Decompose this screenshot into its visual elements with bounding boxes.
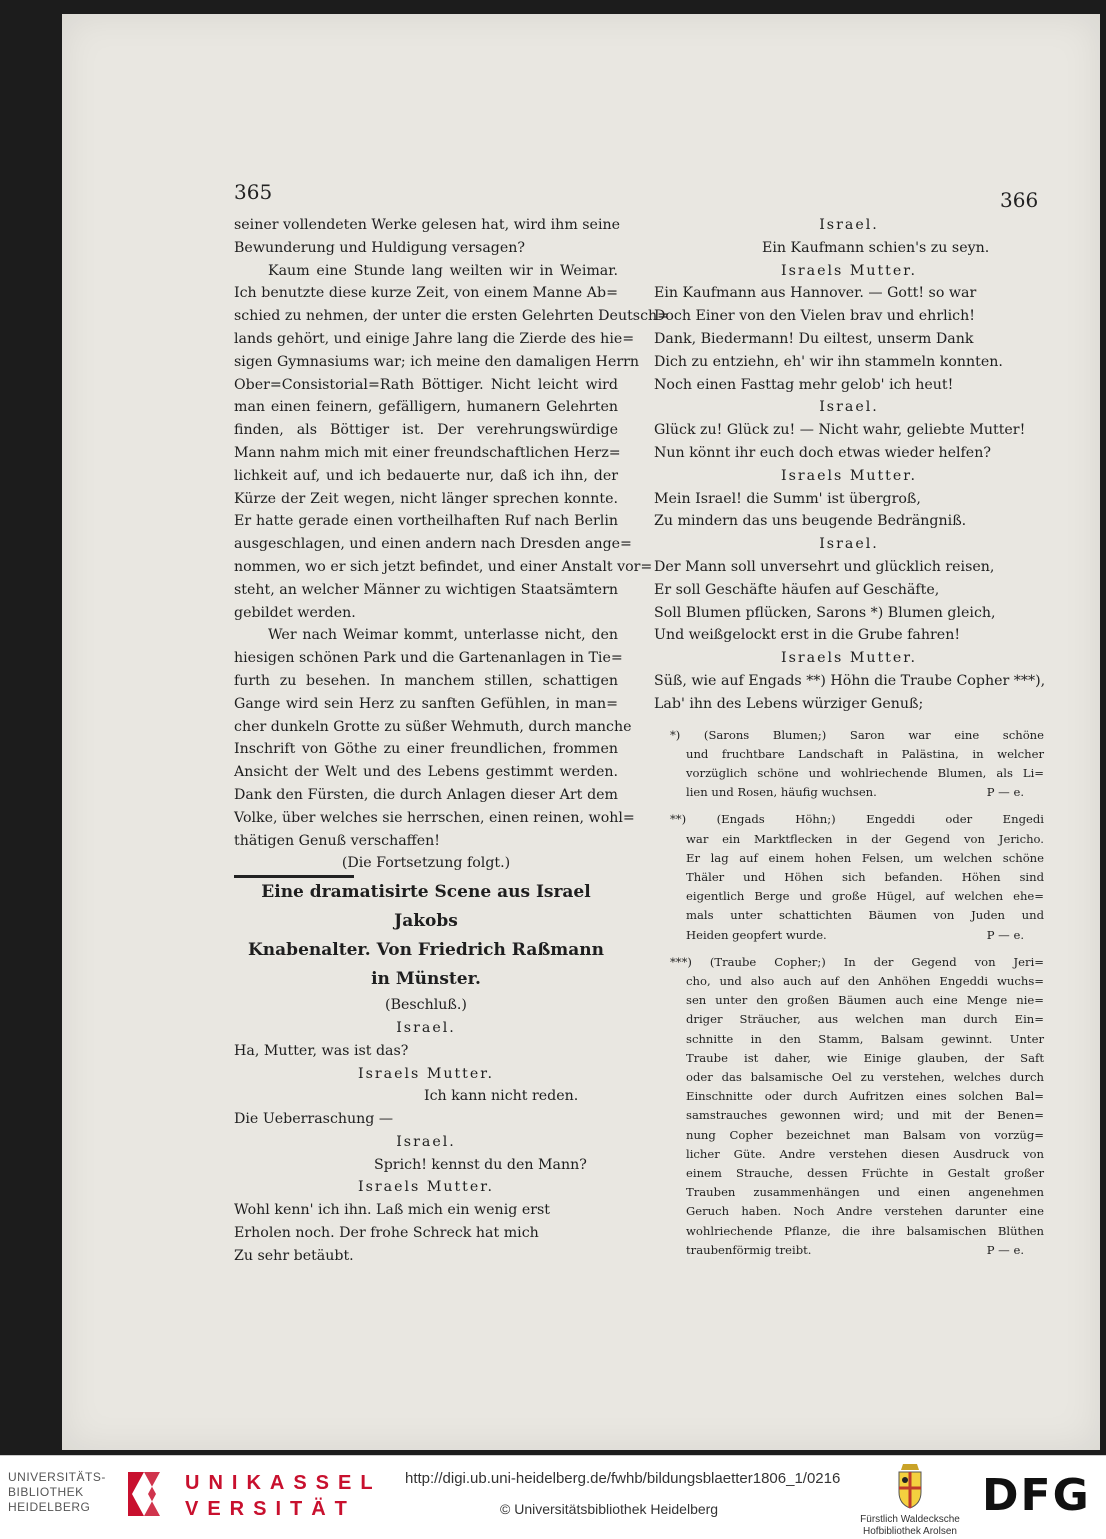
verse-line: Der Mann soll unversehrt und glücklich reisen, [654, 558, 995, 575]
speaker-name: Israels Mutter. [780, 650, 918, 667]
text-line: nommen, wo er sich jetzt befindet, und einer Anstalt vor= [234, 558, 653, 575]
footnote-line: Er lag auf einem hohen Felsen, um welchen schöne [686, 850, 1044, 865]
footnote-line: und fruchtbare Landschaft in Palästina, in welcher [686, 746, 1044, 761]
verse-line: Noch einen Fasttag mehr gelob' ich heut! [654, 376, 954, 393]
footnote-line: wohlriechende Pflanze, die ihre balsamischen Blüthen [686, 1223, 1044, 1238]
verse-line: Sprich! kennst du den Mann? [374, 1156, 587, 1173]
text-line: Bewunderung und Huldigung versagen? [234, 239, 526, 256]
verse-line: Zu sehr betäubt. [234, 1247, 354, 1264]
verse-line: Erholen noch. Der frohe Schreck hat mich [234, 1225, 539, 1242]
ub-red-mark-icon [124, 1468, 164, 1520]
verse-line: Doch Einer von den Vielen brav und ehrlich! [654, 308, 975, 325]
verse-line: Die Ueberraschung — [234, 1111, 394, 1128]
verse-line: Mein Israel! die Summ' ist übergroß, [654, 490, 921, 507]
footnote-line: vorzüglich schöne und wohlriechende Blumen, als Li= [686, 765, 1044, 780]
logo-text-line: BIBLIOTHEK [8, 1485, 84, 1499]
verse-line: Süß, wie auf Engads **) Höhn die Traube Copher ***), [654, 672, 1046, 689]
text-line: hiesigen schönen Park und die Gartenanlagen in Tie= [234, 650, 623, 667]
speaker-name: Israel. [396, 1019, 456, 1036]
article-title-line: in Münster. [371, 969, 481, 990]
text-line: lichkeit auf, und ich bedauerte nur, daß ich ihn, der [234, 467, 618, 484]
article-title-line: Knabenalter. Von Friedrich Raßmann [248, 940, 604, 961]
text-line: lands gehört, und einige Jahre lang die Zierde des hie= [234, 330, 635, 347]
speaker-name: Israels Mutter. [357, 1179, 495, 1196]
text-line: furth zu besehen. In manchem stillen, schattigen [234, 672, 618, 689]
footnote-signature: P — e. [986, 1242, 1024, 1257]
verse-line: Er soll Geschäfte häufen auf Geschäfte, [654, 581, 940, 598]
footnote-line [654, 1241, 1044, 1260]
footnote-line: mals unter schattichten Bäumen von Juden und [686, 908, 1044, 923]
speaker-name: Israel. [396, 1133, 456, 1150]
footnote-line: Traube ist daher, wie Einige glauben, der Saft [686, 1050, 1044, 1065]
footnote-text: Heiden geopfert wurde. [686, 927, 827, 942]
uni-kassel-logo[interactable] [185, 1470, 382, 1522]
footnote-signature: P — e. [986, 785, 1024, 800]
text-line: Gange wird sein Herz zu sanften Gefühlen, in man= [234, 695, 618, 712]
text-line: steht, an welcher Männer zu wichtigen Staatsämtern [234, 581, 618, 598]
ub-heidelberg-logo[interactable] [8, 1470, 106, 1515]
logo-text-line: UNIVERSITÄTS- [8, 1470, 106, 1484]
speaker-name: Israels Mutter. [357, 1065, 495, 1082]
text-line: Mann nahm mich mit einer freundschaftlichen Herz= [234, 444, 621, 461]
copyright-notice: © Universitätsbibliothek Heidelberg [500, 1501, 719, 1517]
verse-line: Ich kann nicht reden. [424, 1088, 579, 1105]
footnote-line: Thäler und Höhen sich befanden. Höhen sind [686, 869, 1044, 884]
text-line: Kürze der Zeit wegen, nicht länger sprechen konnte. [234, 490, 618, 507]
logo-text-line: Hofbibliothek Arolsen [863, 1526, 957, 1537]
footnote-text: traubenförmig treibt. [686, 1242, 812, 1257]
text-line: finden, als Böttiger ist. Der verehrungswürdige [234, 422, 618, 439]
footnote-line: Einschnitte oder durch Aufritzen eines solchen Bal= [686, 1089, 1044, 1104]
verse-line: Ein Kaufmann schien's zu seyn. [762, 239, 990, 256]
conclusion-note: (Beschluß.) [385, 997, 467, 1014]
footnote-line: ***) (Traube Copher;) In der Gegend von Jeri= [670, 954, 1044, 969]
verse-line: Nun könnt ihr euch doch etwas wieder helfen? [654, 444, 991, 461]
footnote-line: **) (Engads Höhn;) Engeddi oder Engedi [670, 812, 1044, 827]
verse-line: Zu mindern das uns beugende Bedrängniß. [654, 513, 967, 530]
speaker-name: Israels Mutter. [780, 467, 918, 484]
verse-line: Lab' ihn des Lebens würziger Genuß; [654, 695, 924, 712]
text-line: Ich benutzte diese kurze Zeit, von einem Manne Ab= [234, 285, 618, 302]
text-line: ausgeschlagen, und einen andern nach Dresden ange= [234, 536, 632, 553]
footnote-line: *) (Sarons Blumen;) Saron war eine schöne [670, 727, 1044, 742]
left-column [234, 214, 670, 1268]
footnote-line: nung Copher bezeichnet man Balsam von vorzüg= [686, 1127, 1044, 1142]
verse-line: Ein Kaufmann aus Hannover. — Gott! so war [654, 285, 977, 302]
footer-bar [0, 1455, 1106, 1539]
footnote-text: lien und Rosen, häufig wuchsen. [686, 785, 877, 800]
text-line: gebildet werden. [234, 604, 356, 621]
footnote-line: Geruch haben. Noch Andre verstehen darunter eine [686, 1204, 1044, 1219]
text-line: Wer nach Weimar kommt, unterlasse nicht, den [268, 627, 618, 644]
arolsen-library-logo[interactable] [852, 1514, 968, 1538]
footnote-line: licher Güte. Andre verstehen diesen Ausdruck von [686, 1146, 1044, 1161]
verse-line: Und weißgelockt erst in die Grube fahren! [654, 627, 961, 644]
logo-text-line: HEIDELBERG [8, 1500, 91, 1514]
text-line: man einen feinern, gefälligern, humanern Gelehrten [234, 399, 618, 416]
text-line: Kaum eine Stunde lang weilten wir in Weimar. [268, 262, 618, 279]
text-line: thätigen Genuß verschaffen! [234, 832, 440, 849]
text-line: Inschrift von Göthe zu einer freundlichen, frommen [234, 741, 618, 758]
permalink-url[interactable]: http://digi.ub.uni-heidelberg.de/fwhb/bildungsblaetter1806_1/0216 [405, 1470, 841, 1487]
verse-line: Wohl kenn' ich ihn. Laß mich ein wenig erst [234, 1202, 550, 1219]
footnote-line: cho, und also auch auf den Anhöhen Engeddi wuchs= [686, 973, 1044, 988]
footnote-line: sen unter den großen Bäumen auch eine Menge nie= [686, 993, 1044, 1008]
text-line: schied zu nehmen, der unter die ersten Gelehrten Deutsch= [234, 308, 670, 325]
footnote-signature: P — e. [986, 927, 1024, 942]
text-line: Ansicht der Welt und des Lebens gestimmt werden. [234, 764, 618, 781]
verse-line: Dank, Biedermann! Du eiltest, unserm Dank [654, 330, 974, 347]
footnote-line: schnitte in den Stamm, Balsam gewinnt. Unter [686, 1031, 1044, 1046]
text-line: seiner vollendeten Werke gelesen hat, wird ihm seine [234, 217, 621, 233]
text-line: sigen Gymnasiums war; ich meine den damaligen Herrn [234, 353, 640, 370]
text-line: cher dunkeln Grotte zu süßer Wehmuth, durch manche [234, 718, 632, 735]
footnote-line: war ein Marktflecken in der Gegend von Jericho. [686, 831, 1044, 846]
article-title-line: Eine dramatisirte Scene aus Israel Jakobs [261, 882, 591, 932]
logo-text-line: VERSITÄT [185, 1498, 356, 1520]
verse-line: Ha, Mutter, was ist das? [234, 1042, 409, 1059]
footnote-line: oder das balsamische Oel zu verstehen, welches durch [686, 1069, 1044, 1084]
footnote-line: eigentlich Berge und große Hügel, auf welchen ehe= [686, 889, 1044, 904]
footnote-line: Trauben zusammenhängen und einen angenehmen [686, 1185, 1044, 1200]
verse-line: Dich zu entziehn, eh' wir ihn stammeln konnten. [654, 353, 1003, 370]
speaker-name: Israel. [819, 217, 879, 233]
text-line: Volke, über welches sie herrschen, einen reinen, wohl= [234, 809, 635, 826]
right-column [654, 214, 1044, 1260]
verse-line: Glück zu! Glück zu! — Nicht wahr, geliebte Mutter! [654, 422, 1026, 439]
footnote-line: samstrauches gewonnen wird; und mit der Benen= [686, 1108, 1044, 1123]
footnote-line: einem Strauche, dessen Früchte in Gestalt großer [686, 1166, 1044, 1180]
footnote-line [654, 783, 1044, 802]
dfg-logo[interactable]: DFG [982, 1470, 1091, 1521]
verse-line: Soll Blumen pflücken, Sarons *) Blumen gleich, [654, 604, 996, 621]
footnote-line: driger Sträucher, aus welchen man durch Ein= [686, 1012, 1044, 1027]
coat-of-arms-icon [895, 1462, 925, 1510]
speaker-name: Israel. [819, 536, 879, 553]
text-line: Dank den Fürsten, die durch Anlagen dieser Art dem [234, 786, 618, 803]
footnote-line [654, 926, 1044, 945]
page-number-right: 366 [1000, 188, 1039, 212]
logo-text-line: UNIKASSEL [185, 1472, 382, 1494]
page-number-left: 365 [234, 180, 273, 204]
logo-text-line: Fürstlich Waldecksche [860, 1514, 960, 1525]
speaker-name: Israels Mutter. [780, 262, 918, 279]
text-line: Ober=Consistorial=Rath Böttiger. Nicht leicht wird [234, 376, 618, 393]
speaker-name: Israel. [819, 399, 879, 416]
text-line: Er hatte gerade einen vortheilhaften Ruf nach Berlin [234, 513, 618, 530]
continuation-note: (Die Fortsetzung folgt.) [341, 855, 511, 872]
